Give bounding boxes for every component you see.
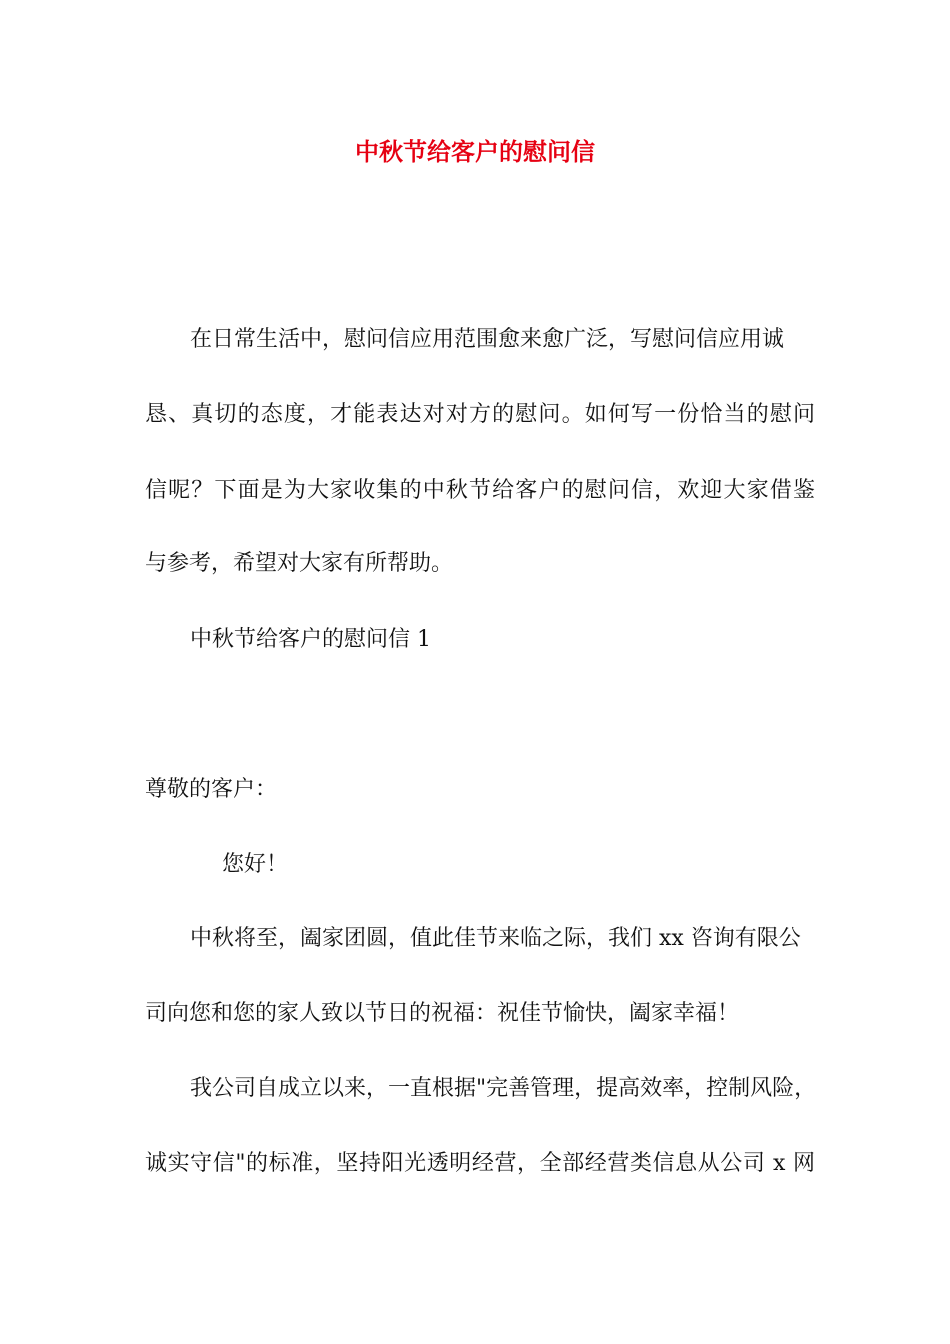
intro-line-4: 与参考，希望对大家有所帮助。 bbox=[145, 551, 454, 576]
greeting: 您好！ bbox=[222, 852, 289, 877]
paragraph-1-line-1: 中秋将至，阖家团圆，值此佳节来临之际，我们 xx 咨询有限公 bbox=[190, 926, 801, 951]
paragraph-2-line-1: 我公司自成立以来，一直根据"完善管理，提高效率，控制风险， bbox=[190, 1076, 817, 1101]
salutation: 尊敬的客户： bbox=[145, 777, 278, 802]
section-heading: 中秋节给客户的慰问信 1 bbox=[190, 627, 431, 652]
paragraph-1-line-2: 司向您和您的家人致以节日的祝福：祝佳节愉快，阖家幸福！ bbox=[145, 1001, 740, 1026]
document-title: 中秋节给客户的慰问信 bbox=[355, 138, 595, 166]
intro-line-3: 信呢？下面是为大家收集的中秋节给客户的慰问信，欢迎大家借鉴 bbox=[145, 478, 815, 503]
intro-line-2: 恳、真切的态度，才能表达对对方的慰问。如何写一份恰当的慰问 bbox=[145, 402, 815, 427]
intro-line-1: 在日常生活中，慰问信应用范围愈来愈广泛，写慰问信应用诚 bbox=[190, 327, 785, 352]
paragraph-2-line-2: 诚实守信"的标准，坚持阳光透明经营，全部经营类信息从公司 x 网 bbox=[145, 1151, 815, 1176]
